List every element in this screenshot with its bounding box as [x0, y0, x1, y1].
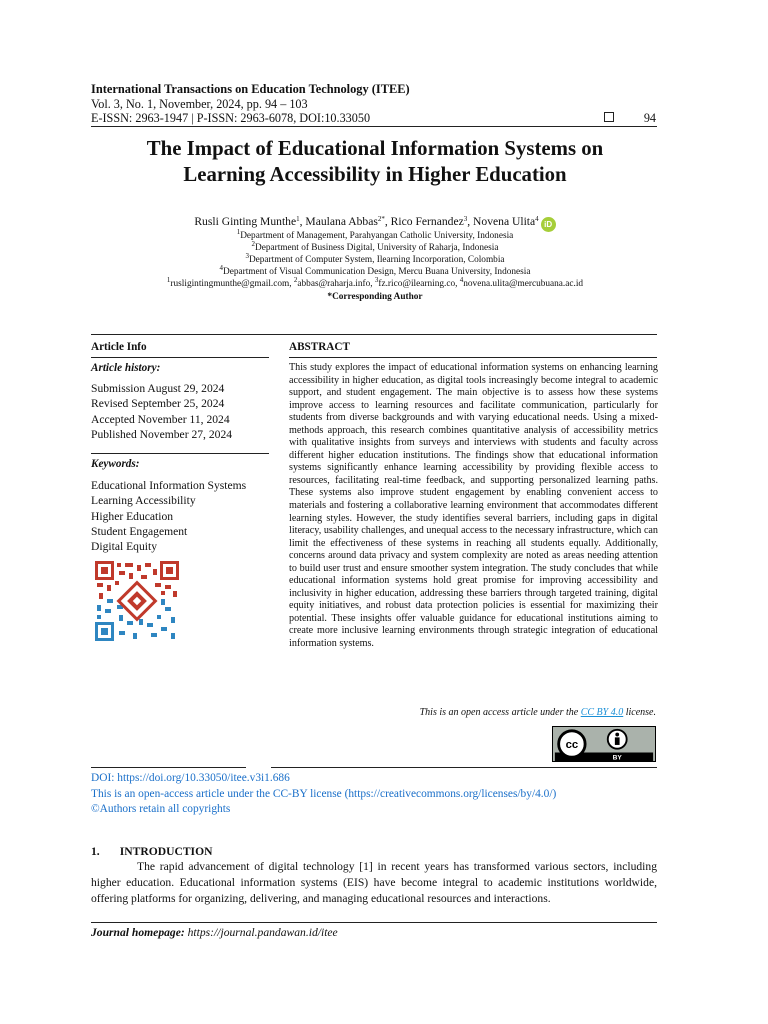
- abstract-text: [289, 362, 658, 651]
- intro-paragraph: The rapid advancement of digital technology [1] in recent years has transformed various sectors, including higher education. Educational information systems (EIS) have become integral to academic institutions worldwide, offering platforms for organizing, delivering, and managing educational resources and interactions.: [91, 860, 657, 905]
- info-rule-1: [91, 357, 269, 358]
- page-number: 94: [643, 111, 656, 125]
- keyword: Learning Accessibility: [91, 494, 196, 508]
- history-revised: Revised September 25, 2024: [91, 397, 225, 411]
- orcid-icon[interactable]: iD: [541, 217, 556, 232]
- box-bottom-rule-right: [271, 767, 657, 768]
- issn-line: [91, 111, 656, 126]
- abstract-rule: [289, 357, 657, 358]
- affiliation-2: $^2$Department of Business Digital, University of Raharja, Indonesia: [251, 240, 499, 253]
- by-label: BY: [612, 754, 622, 762]
- keyword: Digital Equity: [91, 540, 158, 554]
- keyword: Higher Education: [91, 509, 174, 523]
- history-submission: Submission August 29, 2024: [91, 382, 225, 395]
- history-heading: Article history:: [91, 362, 161, 374]
- history-published: Published November 27, 2024: [91, 427, 233, 441]
- article-info-heading: Article Info: [91, 341, 147, 353]
- license-link[interactable]: This is an open-access article under the CC-BY license (https://creativecommons.org/licenses/by/4.0/): [91, 787, 557, 800]
- abstract-paragraph: This study explores the impact of educational information systems on enhancing learning accessibility in higher education, as digital tools increasingly become integral to academic support, and student engagement. The main objective is to assess how these systems improve access to learning resources and facilitate communication, particularly for students from diverse backgrounds and with varying educational needs. Using a mixed-methods approach, this research combines quantitative analysis of accessibility metrics with qualitative insights from surveys and interviews with students and faculty across different higher education institutions. The findings show that educational information systems significantly enhance learning accessibility by providing flexible access to resources, facilitating real-time feedback, and supporting personalized learning paths. These systems also improve student engagement by enabling convenient access to materials and fostering a collaborative learning environment that accommodates different learning styles. However, the study identifies several barriers, including gaps in digital literacy, usability challenges, and unequal access to the necessary infrastructure, which can limit the effectiveness of these systems in reaching all students equally. Additionally, concerns around data privacy and system complexity are noted as areas needing attention to build user trust and ensure smoother system integration. The study concludes that while educational information systems hold great promise for improving accessibility and inclusivity in higher education, addressing these barriers through targeted training, digital equity initiatives, and robust data protection policies is essential for maximizing their potential. These insights offer valuable guidance for educational institutions aiming to create more inclusive learning environments through strategic integration of educational information systems.: [289, 362, 658, 650]
- title-line-1: The Impact of Educational Information Systems on: [146, 137, 604, 160]
- author-emails: $^1$rusligintingmunthe@gmail.com, $^2$abbas@raharja.info, $^3$fz.rico@ilearning.co, $^4$novena.ulita@mercubuana.ac.id: [166, 276, 584, 289]
- journal-homepage: Journal homepage: https://journal.pandawan.id/itee: [91, 926, 338, 939]
- cc-by-link[interactable]: CC BY 4.0: [580, 707, 624, 718]
- abstract-heading: ABSTRACT: [289, 341, 350, 353]
- title-line-2: Learning Accessibility in Higher Education: [183, 163, 567, 186]
- square-icon: [604, 112, 614, 122]
- doi-link[interactable]: DOI: https://doi.org/10.33050/itee.v3i1.686: [91, 772, 290, 784]
- keyword: Student Engagement: [91, 524, 188, 538]
- author-1: Rusli Ginting Munthe: [194, 215, 297, 228]
- issn-text: E-ISSN: 2963-1947 | P-ISSN: 2963-6078, DOI:10.33050: [91, 111, 371, 125]
- person-icon: [615, 733, 619, 737]
- info-rule-2: [91, 453, 269, 454]
- journal-title: International Transactions on Education Technology (ITEE): [91, 82, 410, 96]
- paper-title: [90, 136, 660, 188]
- author-3: Rico Fernandez: [390, 215, 464, 228]
- keywords-list: [91, 478, 246, 554]
- footer-rule: [91, 922, 657, 923]
- affiliation-3: $^3$Department of Computer System, Ilearning Incorporation, Colombia: [245, 252, 505, 265]
- volume-line: Vol. 3, No. 1, November, 2024, pp. 94 – 103: [91, 97, 308, 111]
- section-heading: 1. INTRODUCTION: [91, 845, 213, 858]
- cc-icon: cc: [565, 738, 579, 751]
- qr-code-icon[interactable]: [95, 561, 179, 641]
- author-2: Maulana Abbas: [305, 215, 378, 228]
- history-list: [91, 381, 232, 442]
- author-list: Rusli Ginting Munthe$^1$, Maulana Abbas$^{2*}$, Rico Fernandez$^3$, Novena Ulita$^4$iD: [90, 215, 660, 232]
- doi-block: [91, 771, 556, 818]
- keywords-heading: Keywords:: [91, 458, 140, 470]
- corresponding-note: *Corresponding Author: [327, 292, 423, 302]
- cc-by-badge[interactable]: [552, 726, 656, 762]
- box-top-rule: [91, 334, 657, 335]
- affiliation-4: $^4$Department of Visual Communication Design, Mercu Buana University, Indonesia: [219, 264, 531, 277]
- author-4: Novena Ulita: [473, 215, 536, 228]
- keyword: Educational Information Systems: [91, 479, 247, 492]
- affiliation-1: $^1$Department of Management, Parahyangan Catholic University, Indonesia: [236, 228, 514, 241]
- copyright-note: ©Authors retain all copyrights: [91, 803, 231, 815]
- history-accepted: Accepted November 11, 2024: [91, 412, 230, 426]
- box-bottom-rule-left: [91, 767, 246, 768]
- open-access-note: This is an open access article under the CC BY 4.0 license.: [419, 707, 656, 718]
- homepage-link[interactable]: https://journal.pandawan.id/itee: [184, 926, 338, 939]
- header-rule: [91, 126, 657, 127]
